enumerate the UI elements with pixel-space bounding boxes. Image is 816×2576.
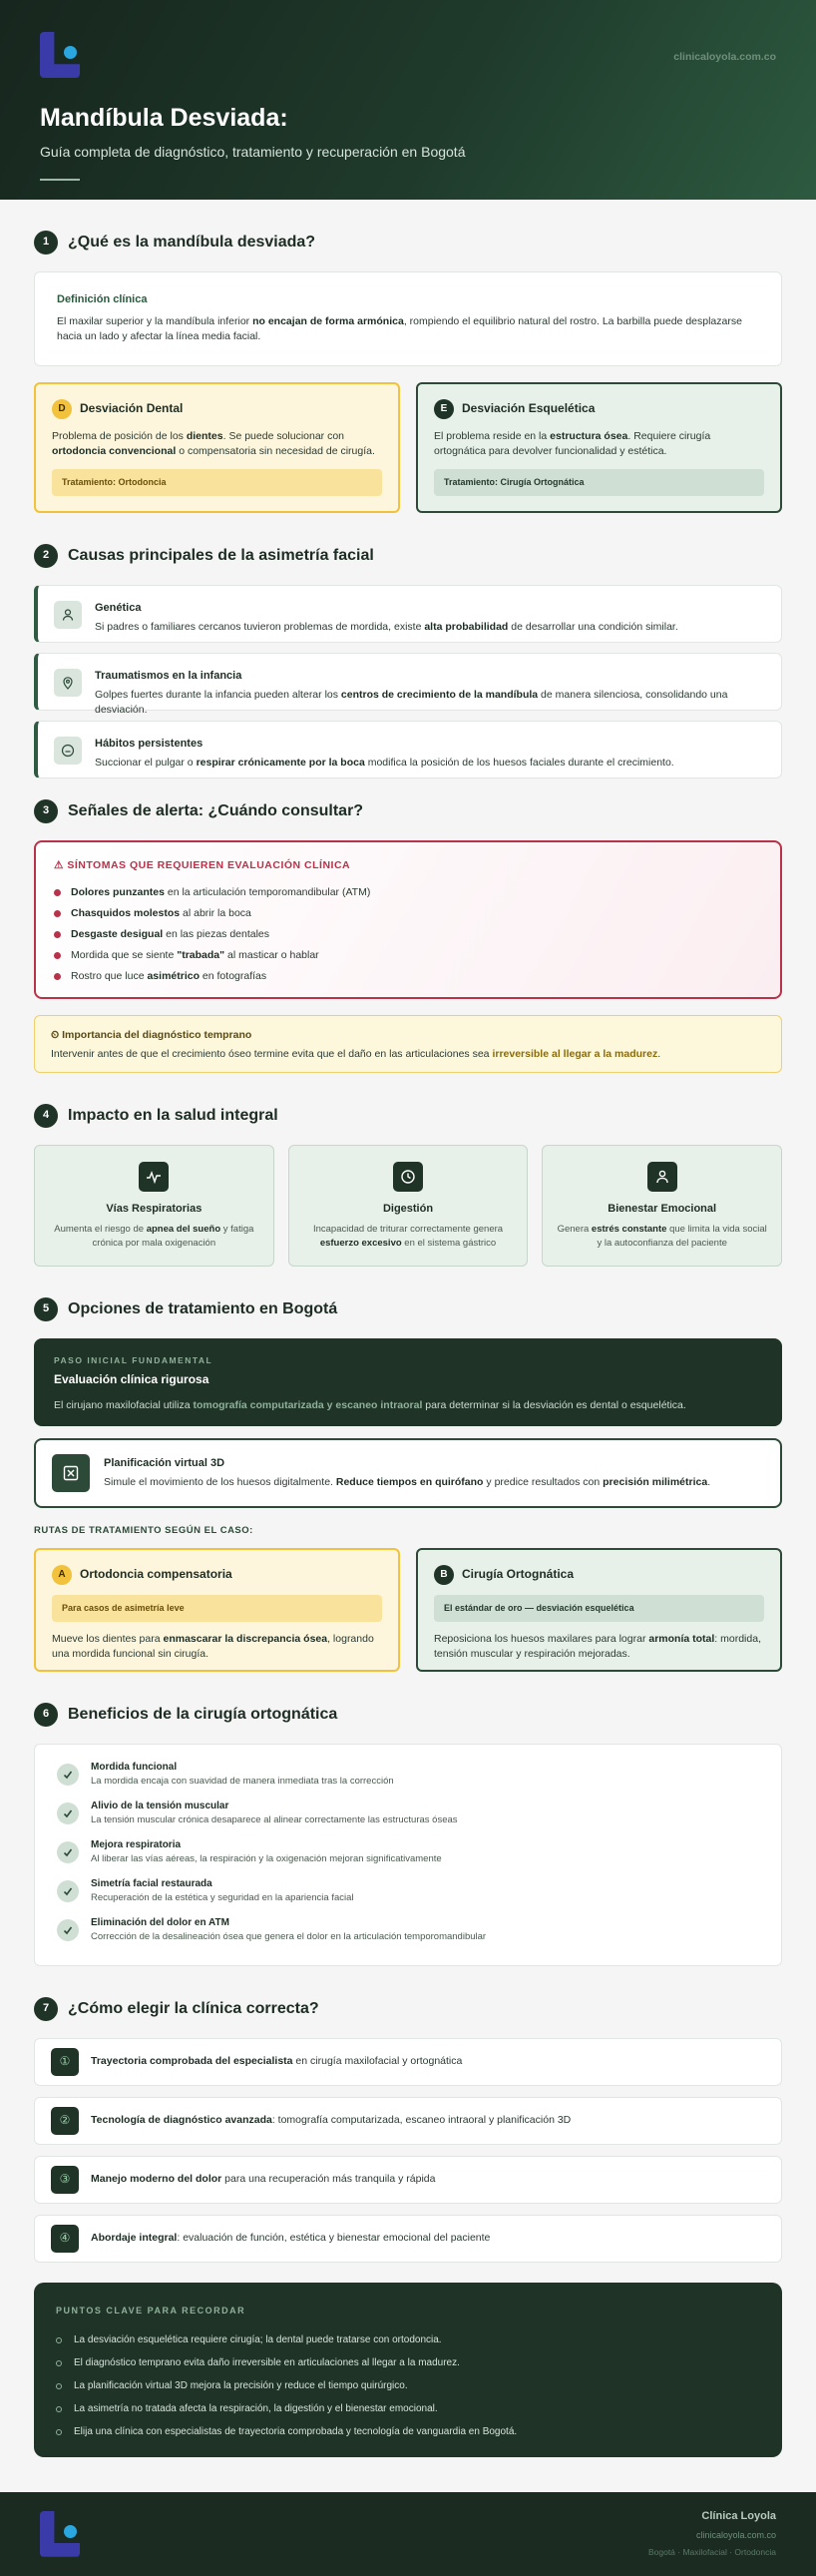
page-header <box>0 0 816 200</box>
impact-text: Aumenta el riesgo de apnea del sueño y fatiga crónica por mala oxigenación <box>54 1223 254 1249</box>
case-tag: El estándar de oro — desviación esquelética <box>434 1595 764 1622</box>
route-card-orthodontics <box>34 1548 400 1672</box>
symptoms-alert-box <box>34 840 782 999</box>
benefit-item: Mejora respiratoria Al liberar las vías aéreas, la respiración y la oxigenación mejoran significativamente <box>57 1838 759 1877</box>
benefit-item: Eliminación del dolor en ATM Corrección de la desalineación ósea que genera el dolor en la articulación temporomandibular <box>57 1916 759 1955</box>
note-text: Intervenir antes de que el crecimiento óseo termine evita que el daño en las articulaciones sea irreversible al llegar a la madurez. <box>51 1048 661 1061</box>
impact-card-emotional <box>542 1145 782 1267</box>
face-icon <box>54 737 82 765</box>
card-title: Desviación Dental <box>80 401 184 416</box>
impact-card-digestion <box>288 1145 529 1267</box>
case-tag: Para casos de asimetría leve <box>52 1595 382 1622</box>
cause-text: Golpes fuertes durante la infancia pueden alterar los centros de crecimiento de la mandíbula de manera silenciosa, consolidando una desviación. <box>95 688 728 717</box>
card-title: Cirugía Ortognática <box>462 1567 575 1582</box>
definition-card <box>34 271 782 366</box>
definition-text: El maxilar superior y la mandíbula inferior no encajan de forma armónica, rompiendo el equilibrio natural del rostro. La barbilla puede desplazarse hacia un lado y afectar la línea media facial. <box>57 314 742 343</box>
clock-icon <box>393 1162 423 1192</box>
symptom-item: Desgaste desigual en las piezas dentales <box>54 924 762 945</box>
section-definition <box>34 230 782 513</box>
section-choose-clinic <box>34 1996 782 2263</box>
person-icon <box>54 601 82 629</box>
criteria-item: ③ Manejo moderno del dolor para una recuperación más tranquila y rápida <box>34 2156 782 2204</box>
criteria-item: ① Trayectoria comprobada del especialista en cirugía maxilofacial y ortognática <box>34 2038 782 2086</box>
letter-badge: A <box>52 1565 72 1585</box>
letter-badge: E <box>434 399 454 419</box>
card-title: Desviación Esquelética <box>462 401 596 416</box>
impact-title: Vías Respiratorias <box>106 1203 203 1215</box>
section-title: Opciones de tratamiento en Bogotá <box>68 1300 338 1318</box>
card-text: El problema reside en la estructura ósea. Requiere cirugía ortognática para devolver funcionalidad y estética. <box>434 430 711 458</box>
route-card-surgery <box>416 1548 782 1672</box>
footer-domain-link[interactable]: clinicaloyola.com.co <box>695 2530 776 2541</box>
symptom-item: Mordida que se siente "trabada" al masticar o hablar <box>54 945 762 966</box>
key-points-title: PUNTOS CLAVE PARA RECORDAR <box>56 2305 246 2316</box>
skeletal-deviation-card <box>416 382 782 513</box>
section-number: 6 <box>34 1703 58 1727</box>
header-divider <box>40 179 80 181</box>
location-pin-icon <box>54 669 82 697</box>
section-number: 3 <box>34 799 58 823</box>
section-number: 4 <box>34 1104 58 1128</box>
section-causes <box>34 543 782 778</box>
clinic-logo[interactable] <box>40 32 86 78</box>
cause-title: Genética <box>95 602 142 614</box>
benefit-item: Alivio de la tensión muscular La tensión muscular crónica desaparece al alinear correctamente las estructuras óseas <box>57 1800 759 1838</box>
key-point-item: La desviación esquelética requiere cirugía; la dental puede tratarse con ortodoncia. <box>56 2329 760 2352</box>
footer-tags: Bogotá · Maxilofacial · Ortodoncia <box>647 2547 776 2558</box>
section-number: 2 <box>34 544 58 568</box>
page-title: Mandíbula Desviada: <box>40 104 288 132</box>
number-badge: ② <box>51 2107 79 2135</box>
number-badge: ③ <box>51 2166 79 2194</box>
section-number: 7 <box>34 1997 58 2021</box>
cube-icon <box>52 1454 90 1492</box>
benefit-item: Simetría facial restaurada Recuperación de la estética y seguridad en la apariencia facial <box>57 1877 759 1916</box>
person-icon <box>647 1162 677 1192</box>
cause-title: Traumatismos en la infancia <box>95 670 242 682</box>
card-title: Ortodoncia compensatoria <box>80 1567 232 1582</box>
card-title: Planificación virtual 3D <box>104 1456 225 1469</box>
benefits-list <box>34 1744 782 1966</box>
impact-text: Incapacidad de triturar correctamente genera esfuerzo excesivo en el sistema gástrico <box>312 1223 504 1249</box>
symptom-item: Chasquidos molestos al abrir la boca <box>54 903 762 924</box>
criteria-item: ④ Abordaje integral: evaluación de función, estética y bienestar emocional del paciente <box>34 2215 782 2263</box>
impact-card-respiratory <box>34 1145 274 1267</box>
clinical-evaluation-card <box>34 1338 782 1426</box>
section-title: Beneficios de la cirugía ortognática <box>68 1706 338 1724</box>
section-treatment-options <box>34 1296 782 1672</box>
letter-badge: D <box>52 399 72 419</box>
section-title: Causas principales de la asimetría facial <box>68 547 374 565</box>
card-text: Mueve los dientes para enmascarar la discrepancia ósea, logrando una mordida funcional sin cirugía. <box>52 1632 374 1661</box>
section-benefits <box>34 1702 782 1966</box>
check-icon <box>57 1803 79 1824</box>
page-subtitle: Guía completa de diagnóstico, tratamiento y recuperación en Bogotá <box>40 144 466 161</box>
routes-label: RUTAS DE TRATAMIENTO SEGÚN EL CASO: <box>34 1525 253 1536</box>
section-health-impact <box>34 1103 782 1267</box>
letter-badge: B <box>434 1565 454 1585</box>
section-number: 5 <box>34 1297 58 1321</box>
definition-title: Definición clínica <box>57 293 148 305</box>
check-icon <box>57 1764 79 1786</box>
cause-text: Succionar el pulgar o respirar crónicamente por la boca modifica la posición de los huesos faciales durante el crecimiento. <box>95 756 674 769</box>
cause-text: Si padres o familiares cercanos tuvieron problemas de mordida, existe alta probabilidad de desarrollar una condición similar. <box>95 620 678 633</box>
section-title: Impacto en la salud integral <box>68 1107 278 1125</box>
symptom-item: Rostro que luce asimétrico en fotografías <box>54 966 762 987</box>
alert-title: ⚠ SÍNTOMAS QUE REQUIEREN EVALUACIÓN CLÍNICA <box>54 859 351 871</box>
number-badge: ④ <box>51 2225 79 2253</box>
dental-deviation-card <box>34 382 400 513</box>
impact-title: Digestión <box>382 1203 434 1215</box>
page-footer <box>0 2492 816 2576</box>
card-title: Evaluación clínica rigurosa <box>54 1372 209 1387</box>
cause-title: Hábitos persistentes <box>95 738 204 750</box>
section-title: Señales de alerta: ¿Cuándo consultar? <box>68 802 364 820</box>
pulse-icon <box>139 1162 169 1192</box>
treatment-tag: Tratamiento: Cirugía Ortognática <box>434 469 764 496</box>
cause-item-habits <box>34 721 782 778</box>
key-point-item: La asimetría no tratada afecta la respiración, la digestión y el bienestar emocional. <box>56 2398 760 2421</box>
early-diagnosis-note <box>34 1015 782 1073</box>
criteria-item: ② Tecnología de diagnóstico avanzada: tomografía computarizada, escaneo intraoral y planificación 3D <box>34 2097 782 2145</box>
check-icon <box>57 1880 79 1902</box>
impact-text: Genera estrés constante que limita la vida social y la autoconfianza del paciente <box>557 1223 767 1249</box>
note-title: ⏲ Importancia del diagnóstico temprano <box>51 1029 252 1041</box>
key-point-item: El diagnóstico temprano evita daño irreversible en articulaciones al llegar a la madurez. <box>56 2352 760 2375</box>
symptom-item: Dolores punzantes en la articulación temporomandibular (ATM) <box>54 882 762 903</box>
footer-logo[interactable] <box>40 2511 86 2557</box>
card-text: Simule el movimiento de los huesos digitalmente. Reduce tiempos en quirófano y predice resultados con precisión milimétrica. <box>104 1475 711 1488</box>
card-text: El cirujano maxilofacial utiliza tomografía computarizada y escaneo intraoral para determinar si la desviación es dental o esquelética. <box>54 1398 686 1411</box>
section-warning-signs <box>34 798 782 1073</box>
key-points-box <box>34 2283 782 2457</box>
cause-item-genetics <box>34 585 782 643</box>
impact-title: Bienestar Emocional <box>608 1203 717 1215</box>
eyebrow-label: PASO INICIAL FUNDAMENTAL <box>54 1355 213 1365</box>
cause-item-trauma <box>34 653 782 717</box>
key-point-item: La planificación virtual 3D mejora la precisión y reduce el tiempo quirúrgico. <box>56 2375 760 2398</box>
card-text: Reposiciona los huesos maxilares para lograr armonía total: mordida, tensión muscular y respiración mejoradas. <box>434 1632 761 1661</box>
section-title: ¿Cómo elegir la clínica correcta? <box>68 2000 319 2018</box>
key-point-item: Elija una clínica con especialistas de trayectoria comprobada y tecnología de vanguardia en Bogotá. <box>56 2421 760 2444</box>
card-text: Problema de posición de los dientes. Se puede solucionar con ortodoncia convencional o compensatoria sin necesidad de cirugía. <box>52 430 375 458</box>
section-title: ¿Qué es la mandíbula desviada? <box>68 234 316 252</box>
section-number: 1 <box>34 231 58 255</box>
number-badge: ① <box>51 2048 79 2076</box>
benefit-item: Mordida funcional La mordida encaja con suavidad de manera inmediata tras la corrección <box>57 1761 759 1800</box>
check-icon <box>57 1841 79 1863</box>
footer-clinic-name: Clínica Loyola <box>701 2510 776 2523</box>
check-icon <box>57 1919 79 1941</box>
virtual-planning-card <box>34 1438 782 1508</box>
treatment-tag: Tratamiento: Ortodoncia <box>52 469 382 496</box>
header-domain-link[interactable]: clinicaloyola.com.co <box>673 51 776 63</box>
